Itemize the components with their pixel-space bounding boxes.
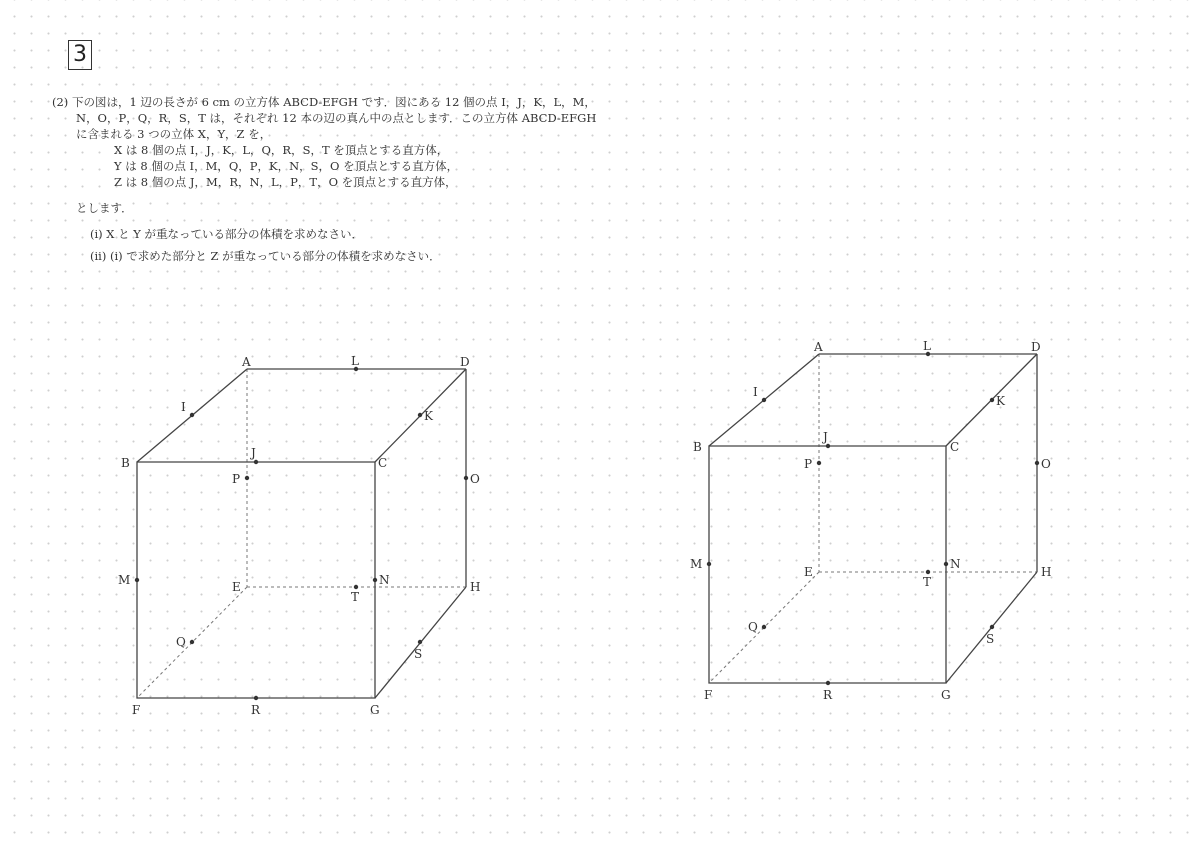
label-J: J [251, 446, 256, 460]
label-G: G [941, 688, 951, 702]
front-face [709, 446, 946, 683]
label-S: S [414, 647, 423, 661]
point-I [762, 398, 766, 402]
label-T: T [923, 575, 932, 589]
label-L: L [923, 339, 931, 353]
definition-x: X は 8 個の点 I，J，K，L，Q，R，S，T を頂点とする直方体， [114, 143, 449, 157]
label-D: D [460, 355, 470, 369]
label-K: K [424, 409, 433, 423]
problem-line: (2) 下の図は，1 辺の長さが 6 cm の立方体 ABCD-EFGH です．図にある 12 個の点 I，J，K，L，M， [52, 95, 596, 109]
label-O: O [1041, 457, 1051, 471]
point-P [817, 461, 821, 465]
label-E: E [232, 580, 241, 594]
label-K: K [996, 394, 1005, 408]
point-K [990, 398, 994, 402]
label-D: D [1031, 340, 1041, 354]
label-H: H [1041, 565, 1052, 579]
label-B: B [121, 456, 130, 470]
subquestion-ii: (ii) (i) で求めた部分と Z が重なっている部分の体積を求めなさい． [90, 249, 441, 263]
label-J: J [823, 430, 828, 444]
point-N [944, 562, 948, 566]
page-number: 3 [68, 40, 92, 70]
label-R: R [251, 703, 261, 717]
label-N: N [950, 557, 961, 571]
label-B: B [693, 440, 702, 454]
problem-line: N，O，P，Q，R，S，T は，それぞれ 12 本の辺の真ん中の点とします．この立方体 ABCD-EFGH [76, 111, 597, 125]
label-G: G [370, 703, 380, 717]
label-Q: Q [176, 635, 186, 649]
point-R [826, 681, 830, 685]
label-O: O [470, 472, 480, 486]
definition-z: Z は 8 個の点 J，M，R，N，L，P，T，O を頂点とする直方体， [114, 175, 457, 189]
label-N: N [379, 573, 390, 587]
label-C: C [950, 440, 960, 454]
point-M [707, 562, 711, 566]
label-C: C [378, 456, 388, 470]
problem-line: に含まれる 3 つの立体 X，Y，Z を， [76, 127, 272, 141]
label-M: M [118, 573, 131, 587]
label-L: L [351, 354, 359, 368]
label-E: E [804, 565, 813, 579]
label-A: A [242, 355, 251, 369]
label-I: I [181, 400, 186, 414]
label-S: S [986, 632, 995, 646]
label-Q: Q [748, 620, 758, 634]
point-T [926, 570, 930, 574]
problem-closing: とします． [76, 201, 133, 215]
label-F: F [704, 688, 713, 702]
label-R: R [823, 688, 833, 702]
label-M: M [690, 557, 703, 571]
point-J [826, 444, 830, 448]
subquestion-i: (i) X と Y が重なっている部分の体積を求めなさい． [90, 227, 364, 241]
label-T: T [351, 590, 360, 604]
point-O [1035, 461, 1039, 465]
label-A: A [814, 340, 823, 354]
label-F: F [132, 703, 141, 717]
label-H: H [470, 580, 481, 594]
label-P: P [232, 472, 241, 486]
point-Q [762, 625, 766, 629]
point-S [990, 625, 994, 629]
label-P: P [804, 457, 813, 471]
definition-y: Y は 8 個の点 I，M，Q，P，K，N，S，O を頂点とする直方体， [114, 159, 459, 173]
label-I: I [753, 385, 758, 399]
